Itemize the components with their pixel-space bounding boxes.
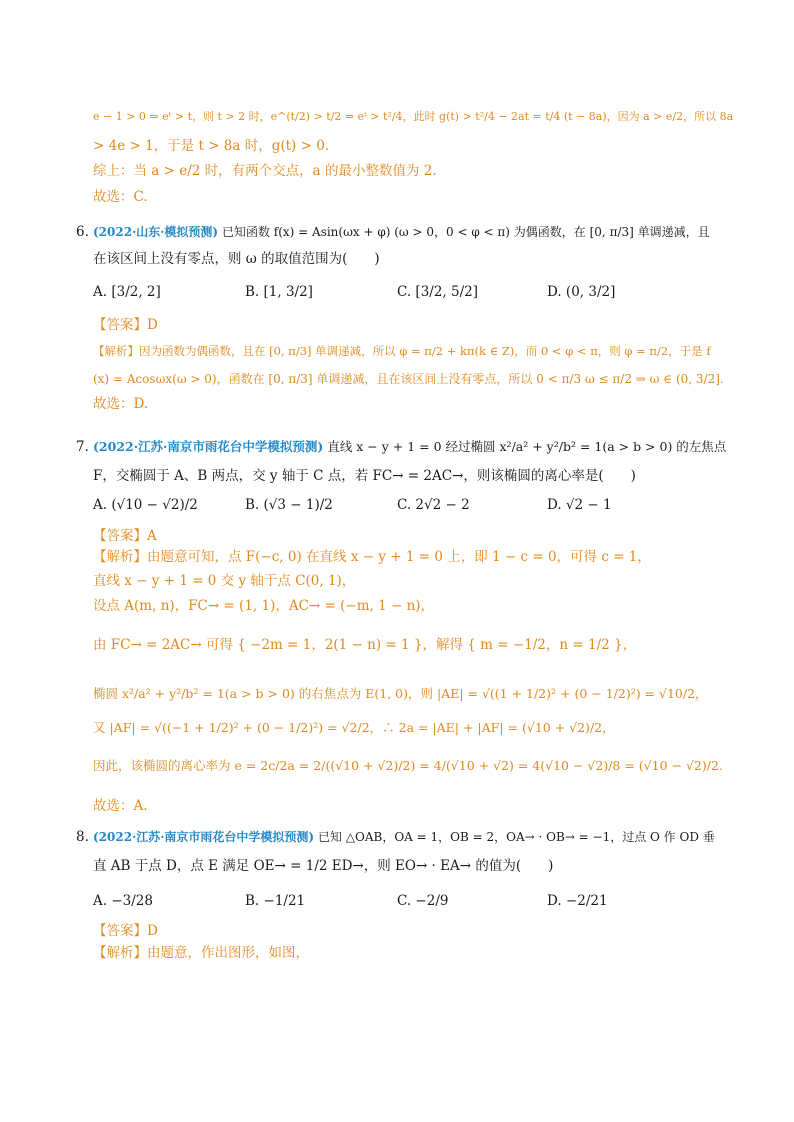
analysis-line-7: 因此，该椭圆的离心率为 e = 2c/2a = 2/((√10 + √2)/2) = 4/(√10 + √2) = 4(√10 − √2)/8 = (√10 − √2)/2. — [93, 758, 723, 773]
continuation-line-2: > 4e > 1，于是 t > 8a 时，g(t) > 0. — [93, 138, 330, 154]
question-stem-text: 直线 x − y + 1 = 0 经过椭圆 x²/a² + y²/b² = 1(a > b > 0) 的左焦点 — [327, 439, 727, 454]
answer-line — [93, 527, 157, 545]
answer-value: D — [147, 317, 158, 333]
question-stem-line-1 — [93, 223, 710, 241]
option-b: B. −1/21 — [245, 893, 306, 909]
analysis-tag: 【解析】 — [93, 344, 139, 358]
question-source: (2022·江苏·南京市雨花台中学模拟预测) — [93, 439, 324, 454]
question-stem-line-2: 直 AB 于点 D，点 E 满足 OE→ = 1/2 ED→，则 EO→ · EA→ 的值为( ) — [93, 858, 554, 874]
option-c: C. −2/9 — [397, 893, 449, 909]
option-d: D. −2/21 — [547, 893, 608, 909]
answer-value: D — [147, 923, 158, 939]
continuation-line-4: 故选：C. — [93, 189, 148, 205]
analysis-conclusion: 故选：A. — [93, 798, 148, 814]
answer-line — [93, 922, 158, 940]
option-d: D. √2 − 1 — [547, 497, 612, 513]
answer-line — [93, 316, 158, 334]
continuation-line-1: e − 1 > 0 ⇒ eᵗ > t，则 t > 2 时，e^(t/2) > t/2 ⇒ eᵗ > t²/4，此时 g(t) > t²/4 − 2at = t/4 (t − 8a)，因为 a > e/2，所以 8a — [93, 110, 734, 123]
option-b: B. (√3 − 1)/2 — [245, 497, 333, 513]
analysis-tag: 【解析】 — [93, 945, 147, 961]
option-a: A. [3/2, 2] — [93, 284, 161, 300]
option-a: A. −3/28 — [93, 893, 153, 909]
question-number: 8. — [76, 829, 89, 845]
analysis-tag: 【解析】 — [93, 549, 147, 565]
analysis-line-1 — [93, 548, 651, 566]
analysis-line-2: 直线 x − y + 1 = 0 交 y 轴于点 C(0, 1)， — [93, 573, 356, 589]
analysis-line-6: 又 |AF| = √((−1 + 1/2)² + (0 − 1/2)²) = √2/2，∴ 2a = |AE| + |AF| = (√10 + √2)/2， — [93, 720, 615, 735]
answer-tag: 【答案】 — [93, 528, 147, 544]
question-source: (2022·山东·模拟预测) — [93, 225, 219, 239]
analysis-line-2: (x) = Acosωx(ω > 0)，函数在 [0, π/3] 单调递减，且在该区间上没有零点，所以 0 < π/3 ω ≤ π/2 ⇒ ω ∈ (0, 3/2]. — [93, 372, 724, 386]
question-source: (2022·江苏·南京市雨花台中学模拟预测) — [93, 830, 315, 844]
analysis-line-3: 设点 A(m, n)，FC→ = (1, 1)，AC→ = (−m, 1 − n)， — [93, 598, 435, 614]
question-number: 7. — [76, 439, 89, 455]
question-stem-line-2: 在该区间上没有零点，则 ω 的取值范围为( ) — [93, 251, 380, 267]
option-a: A. (√10 − √2)/2 — [93, 497, 198, 513]
question-stem-line-1 — [93, 438, 726, 456]
analysis-conclusion: 故选：D. — [93, 396, 149, 412]
analysis-text: 由题意，作出图形，如图， — [147, 945, 309, 961]
analysis-line-1 — [93, 944, 309, 962]
question-stem-text: 已知 △OAB，OA = 1，OB = 2，OA→ · OB→ = −1，过点 O 作 OD 垂 — [317, 830, 715, 844]
option-d: D. (0, 3/2] — [547, 284, 616, 300]
continuation-line-3: 综上：当 a > e/2 时，有两个交点，a 的最小整数值为 2. — [93, 163, 437, 179]
answer-tag: 【答案】 — [93, 317, 147, 333]
option-b: B. [1, 3/2] — [245, 284, 313, 300]
question-stem-line-1 — [93, 828, 715, 846]
analysis-text: 因为函数为偶函数，且在 [0, π/3] 单调递减，所以 φ = π/2 + kπ(k ∈ Z)，而 0 < φ < π，则 φ = π/2，于是 f — [139, 344, 711, 358]
answer-tag: 【答案】 — [93, 923, 147, 939]
question-stem-line-2: F，交椭圆于 A、B 两点，交 y 轴于 C 点，若 FC→ = 2AC→，则该椭圆的离心率是( ) — [93, 468, 636, 484]
analysis-line-4: 由 FC→ = 2AC→ 可得 { −2m = 1，2(1 − n) = 1 }，解得 { m = −1/2，n = 1/2 }， — [93, 637, 637, 653]
analysis-line-5: 椭圆 x²/a² + y²/b² = 1(a > b > 0) 的右焦点为 E(1, 0)，则 |AE| = √((1 + 1/2)² + (0 − 1/2)²) = √10/2， — [93, 686, 708, 701]
analysis-text: 由题意可知，点 F(−c, 0) 在直线 x − y + 1 = 0 上，即 1 − c = 0，可得 c = 1， — [147, 549, 651, 565]
option-c: C. 2√2 − 2 — [397, 497, 470, 513]
question-stem-text: 已知函数 f(x) = Asin(ωx + φ) (ω > 0，0 < φ < π) 为偶函数，在 [0, π/3] 单调递减，且 — [221, 225, 710, 239]
analysis-line-1 — [93, 342, 711, 360]
answer-value: A — [147, 528, 157, 544]
option-c: C. [3/2, 5/2] — [397, 284, 478, 300]
question-number: 6. — [76, 224, 89, 240]
